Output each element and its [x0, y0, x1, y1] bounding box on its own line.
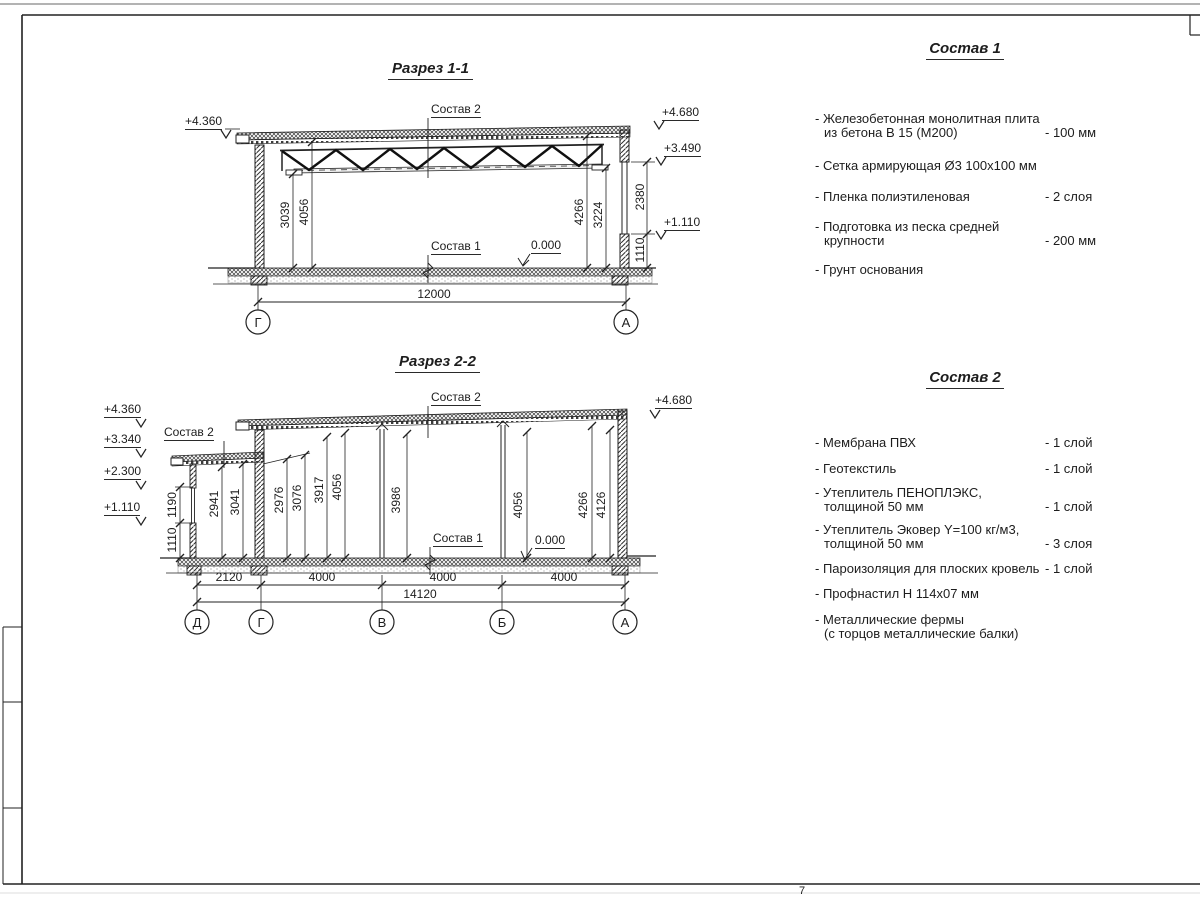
material-item: - Грунт основания — [815, 262, 924, 277]
grid-bubble-label: В — [377, 615, 387, 630]
elevation-label: +1.110 — [104, 500, 141, 514]
elevation-label: +4.680 — [662, 105, 700, 119]
bottom-dim-label: 4000 — [429, 570, 457, 584]
grid-bubble-label: Б — [497, 615, 507, 630]
vdim-label: 3986 — [389, 486, 403, 514]
comp2-title: Состав 2 — [880, 369, 1050, 386]
grid-bubble-label: Д — [192, 615, 202, 630]
material-item: - Сетка армирующая Ø3 100x100 мм — [815, 158, 1037, 173]
elevation-label: +4.360 — [185, 114, 223, 128]
material-item: - Металлические фермы (с торцов металлические балки) — [815, 612, 1019, 641]
material-item: - Пленка полиэтиленовая - 2 слоя — [815, 189, 1093, 204]
material-item: - Подготовка из песка средней крупности - 200 мм — [815, 219, 1097, 248]
material-item: - Утеплитель ПЕНОПЛЭКС, толщиной 50 мм - 1 слой — [815, 485, 1093, 514]
section1-footing-right — [612, 276, 628, 285]
zero-level-arrow — [518, 254, 530, 266]
material-item: - Пароизоляция для плоских кровель - 1 слой — [815, 561, 1093, 576]
grid-bubble-label: А — [620, 615, 630, 630]
comp1-title: Состав 1 — [880, 40, 1050, 57]
section1-wall-left — [255, 145, 264, 268]
grid-bubble-label: Г — [254, 315, 262, 330]
vdim-label: 2976 — [272, 486, 286, 514]
section2-column-b — [497, 421, 509, 558]
bottom-dim-label: 4000 — [550, 570, 578, 584]
section2-wall-annex-top — [190, 464, 196, 488]
section1-footing-left — [251, 276, 267, 285]
zero-level-label: 0.000 — [535, 533, 566, 547]
elevation-label: +4.360 — [104, 402, 142, 416]
sostav2-annex-callout: Состав 2 — [164, 425, 214, 439]
material-item: - Утеплитель Эковер Y=100 кг/м3, толщиной 50 мм - 3 слоя — [815, 522, 1093, 551]
vdim-label: 3039 — [278, 201, 292, 229]
bottom-dim-label: 2120 — [215, 570, 243, 584]
vdim-label: 3917 — [312, 476, 326, 504]
sostav2-callout: Состав 2 — [431, 102, 481, 116]
sostav1-callout: Состав 1 — [433, 531, 483, 545]
page-mark: 7 — [799, 885, 806, 897]
span-dim-label: 12000 — [417, 287, 451, 301]
vdim-label: 2380 — [633, 183, 647, 211]
vdim-label: 3041 — [228, 488, 242, 516]
sostav1-callout: Состав 1 — [431, 239, 481, 253]
vdim-label: 4266 — [576, 491, 590, 519]
span-dim-label: 14120 — [403, 587, 437, 601]
section2-wall-annex-bottom — [190, 523, 196, 558]
grid-bubble-label: Г — [257, 615, 265, 630]
material-item: - Железобетонная монолитная плита из бетона В 15 (М200) - 100 мм — [815, 111, 1097, 140]
section2-column-v — [376, 424, 388, 558]
vdim-label: 1110 — [165, 527, 179, 553]
grid-bubble-label: А — [621, 315, 631, 330]
elevation-label: +2.300 — [104, 464, 142, 478]
section1-roof-edge-box — [236, 135, 249, 143]
truss-bottom-chord — [294, 164, 602, 173]
material-item: - Профнастил Н 114x07 мм — [815, 586, 979, 601]
section1-wall-right-bottom — [620, 234, 629, 268]
section1-wall-right-top — [620, 130, 629, 162]
vdim-label: 4056 — [297, 198, 311, 226]
elevation-label: +1.110 — [664, 215, 701, 229]
vdim-label: 4056 — [511, 491, 525, 519]
section1-title: Разрез 1-1 — [368, 60, 493, 77]
material-item: - Геотекстиль - 1 слой — [815, 461, 1093, 476]
elevation-label: +3.340 — [104, 432, 142, 446]
section2-title: Разрез 2-2 — [375, 353, 500, 370]
vdim-label: 4056 — [330, 473, 344, 501]
section2-wall-a — [618, 411, 627, 558]
vdim-label: 1110 — [633, 237, 647, 263]
section2-wall-g — [255, 430, 264, 558]
zero-level-label: 0.000 — [531, 238, 562, 252]
vdim-label: 3224 — [591, 201, 605, 229]
vdim-label: 4266 — [572, 198, 586, 226]
elevation-label: +4.680 — [655, 393, 693, 407]
vdim-label: 4126 — [594, 491, 608, 519]
vdim-label: 1190 — [165, 492, 179, 518]
material-item: - Мембрана ПВХ - 1 слой — [815, 435, 1093, 450]
section2-floor-slab — [178, 558, 640, 566]
sostav2-upper-callout: Состав 2 — [431, 390, 481, 404]
vdim-label: 3076 — [290, 484, 304, 512]
bottom-dim-label: 4000 — [308, 570, 336, 584]
section1-sand-layer — [228, 276, 652, 283]
vdim-label: 2941 — [207, 490, 221, 518]
elevation-label: +3.490 — [664, 141, 702, 155]
